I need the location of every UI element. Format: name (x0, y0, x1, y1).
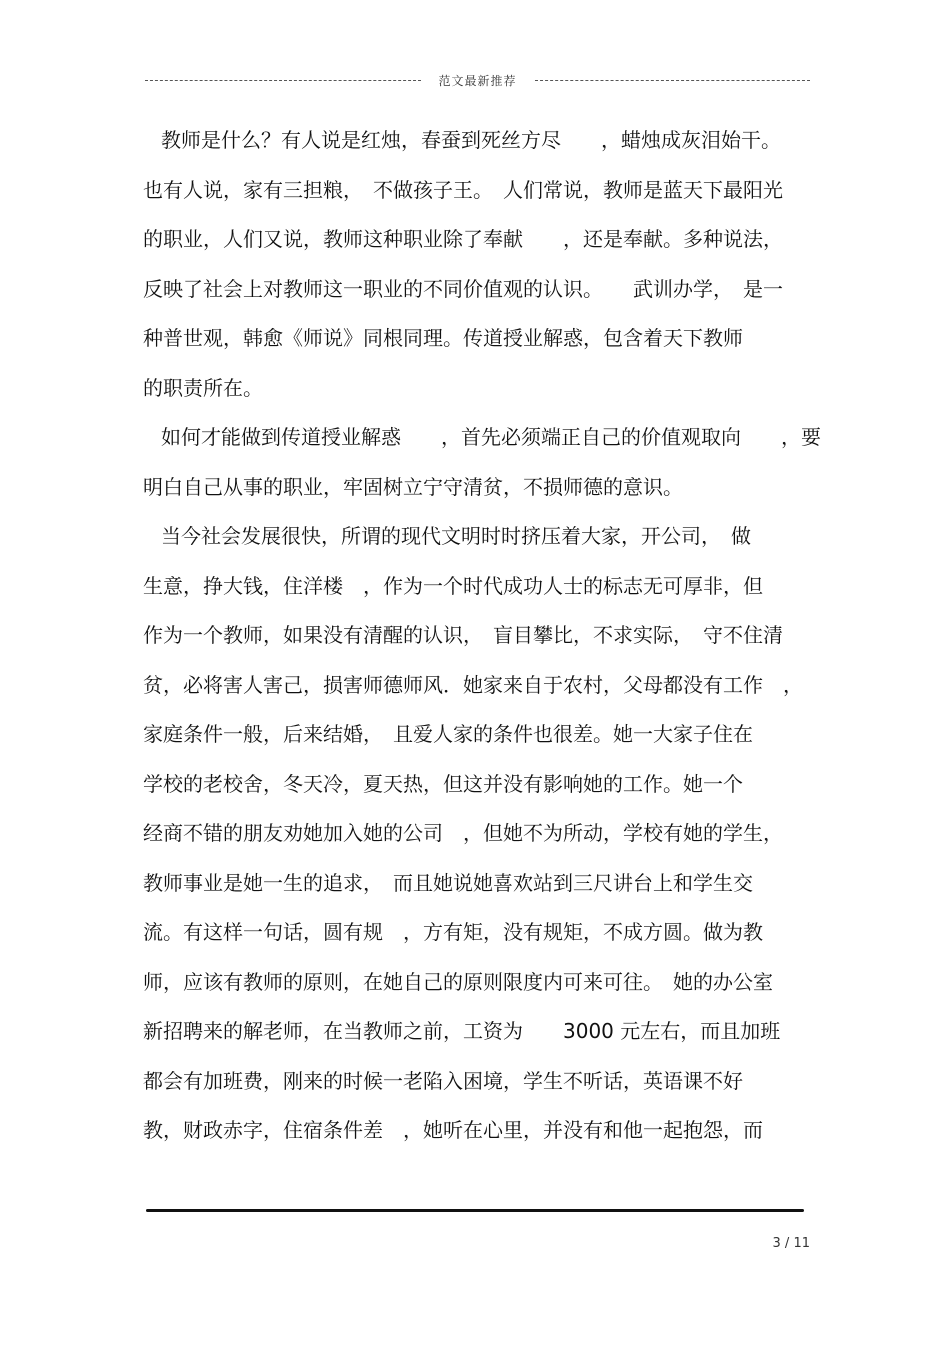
footer-rule (146, 1209, 804, 1212)
text-line: 学校的老校舍，冬天冷，夏天热，但这并没有影响她的工作。她一个 (143, 771, 743, 796)
text-line: 贫，必将害人害己，损害师德师风．她家来自于农村，父母都没有工作 ， (143, 672, 803, 697)
text-line: 的职责所在。 (143, 375, 263, 400)
page-number: 3 / 11 (772, 1236, 810, 1251)
header-dashed-rule-right (535, 80, 811, 81)
text-line: 家庭条件一般，后来结婚， 且爱人家的条件也很差。她一大家子住在 (143, 722, 753, 746)
page-header (145, 68, 810, 92)
text-line: 种普世观，韩愈《师说》同根同理。传道授业解惑，包含着天下教师 (143, 326, 743, 350)
header-dashed-rule-left (145, 80, 421, 81)
text-line: 流。有这样一句话，圆有规 ，方有矩，没有规矩，不成方圆。做为教 (143, 920, 763, 944)
text-line: 都会有加班费，刚来的时候一老陷入困境，学生不听话，英语课不好 (143, 1068, 743, 1093)
text-line: 教师事业是她一生的追求， 而且她说她喜欢站到三尺讲台上和学生交 (143, 870, 753, 895)
text-line: 教师是什么？有人说是红烛，春蚕到死丝方尽 ，蜡烛成灰泪始干。 (161, 128, 781, 152)
text-line: 当今社会发展很快，所谓的现代文明时时挤压着大家，开公司， 做 (161, 524, 751, 548)
text-line: 的职业，人们又说，教师这种职业除了奉献 ，还是奉献。多种说法， (143, 227, 783, 251)
text-line: 如何才能做到传道授业解惑 ，首先必须端正自己的价值观取向 ，要 (161, 425, 821, 449)
text-line: 新招聘来的解老师，在当教师之前，工资为 3000 元左右，而且加班 (143, 1019, 781, 1043)
text-line: 生意，挣大钱，住洋楼 ，作为一个时代成功人士的标志无可厚非，但 (143, 573, 763, 598)
text-line: 师，应该有教师的原则，在她自己的原则限度内可来可往。 她的办公室 (143, 969, 773, 994)
header-title: 范文最新推荐 (438, 73, 517, 88)
text-line: 教，财政赤字，住宿条件差 ，她听在心里，并没有和他一起抱怨，而 (143, 1118, 763, 1142)
text-line: 作为一个教师，如果没有清醒的认识， 盲目攀比，不求实际， 守不住清 (143, 623, 783, 647)
text-line: 反映了社会上对教师这一职业的不同价值观的认识。 武训办学， 是一 (143, 276, 783, 301)
text-line: 也有人说，家有三担粮， 不做孩子王。 人们常说，教师是蓝天下最阳光 (143, 177, 783, 202)
text-line: 经商不错的朋友劝她加入她的公司 ，但她不为所动，学校有她的学生， (143, 821, 783, 845)
document-body (143, 116, 821, 1156)
text-line: 明白自己从事的职业，牢固树立宁守清贫，不损师德的意识。 (143, 474, 683, 499)
